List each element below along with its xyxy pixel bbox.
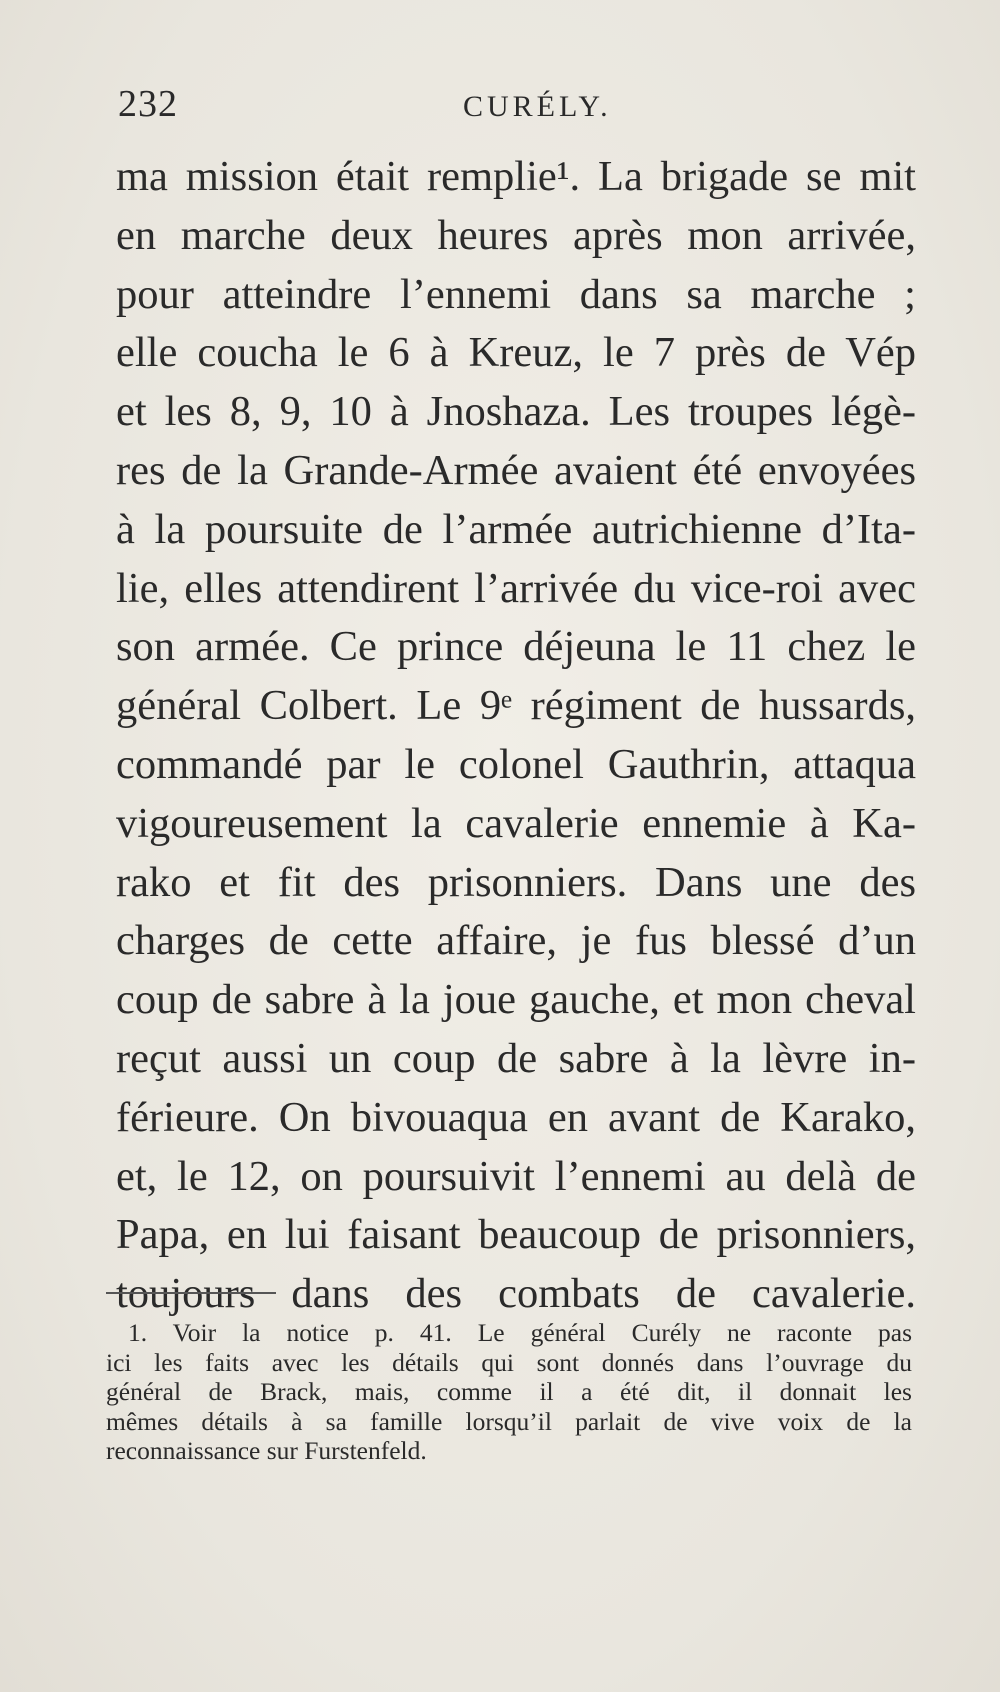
text-line: férieure. On bivouaqua en avant de Karako,: [116, 1093, 916, 1141]
footnote-line: reconnaissance sur Furstenfeld.: [106, 1436, 427, 1465]
text-line: charges de cette affaire, je fus blessé d’un: [116, 917, 916, 965]
footnote: [106, 1318, 912, 1466]
text-line: lie, elles attendirent l’arrivée du vice-roi avec: [116, 564, 916, 612]
text-line: toujours dans des combats de cavalerie.: [116, 1270, 916, 1318]
text-line: et les 8, 9, 10 à Jnoshaza. Les troupes légè-: [116, 388, 916, 436]
running-head: [118, 82, 918, 132]
text-line: ma mission était remplie¹. La brigade se mit: [116, 153, 916, 200]
footnote-line: mêmes détails à sa famille lorsqu’il parlait de vive voix de la: [106, 1406, 912, 1436]
text-line: pour atteindre l’ennemi dans sa marche ;: [116, 270, 916, 318]
footnote-line: général de Brack, mais, comme il a été dit, il donnait les: [106, 1377, 912, 1406]
body-text: [116, 148, 916, 1324]
text-line: rako et fit des prisonniers. Dans une des: [116, 858, 916, 906]
text-line: en marche deux heures après mon arrivée,: [116, 211, 916, 259]
text-line: elle coucha le 6 à Kreuz, le 7 près de Vép: [116, 329, 916, 377]
footnote-divider: [106, 1292, 276, 1294]
text-line: général Colbert. Le 9ᵉ régiment de hussards,: [116, 682, 916, 730]
text-line: Papa, en lui faisant beaucoup de prisonniers,: [116, 1211, 916, 1259]
running-title: CURÉLY.: [463, 90, 612, 123]
text-line: commandé par le colonel Gauthrin, attaqua: [116, 740, 916, 788]
text-line: à la poursuite de l’armée autrichienne d’Ita-: [116, 505, 916, 553]
page-number: 232: [118, 83, 178, 125]
text-line: coup de sabre à la joue gauche, et mon cheval: [116, 976, 916, 1024]
footnote-line: ici les faits avec les détails qui sont donnés dans l’ouvrage du: [106, 1347, 912, 1377]
text-line: reçut aussi un coup de sabre à la lèvre in-: [116, 1034, 916, 1082]
text-line: et, le 12, on poursuivit l’ennemi au delà de: [116, 1152, 916, 1200]
text-line: son armée. Ce prince déjeuna le 11 chez le: [116, 623, 916, 671]
text-line: vigoureusement la cavalerie ennemie à Ka-: [116, 799, 916, 847]
text-line: res de la Grande-Armée avaient été envoyées: [116, 446, 916, 494]
footnote-line: 1. Voir la notice p. 41. Le général Curély ne raconte pas: [128, 1318, 912, 1347]
